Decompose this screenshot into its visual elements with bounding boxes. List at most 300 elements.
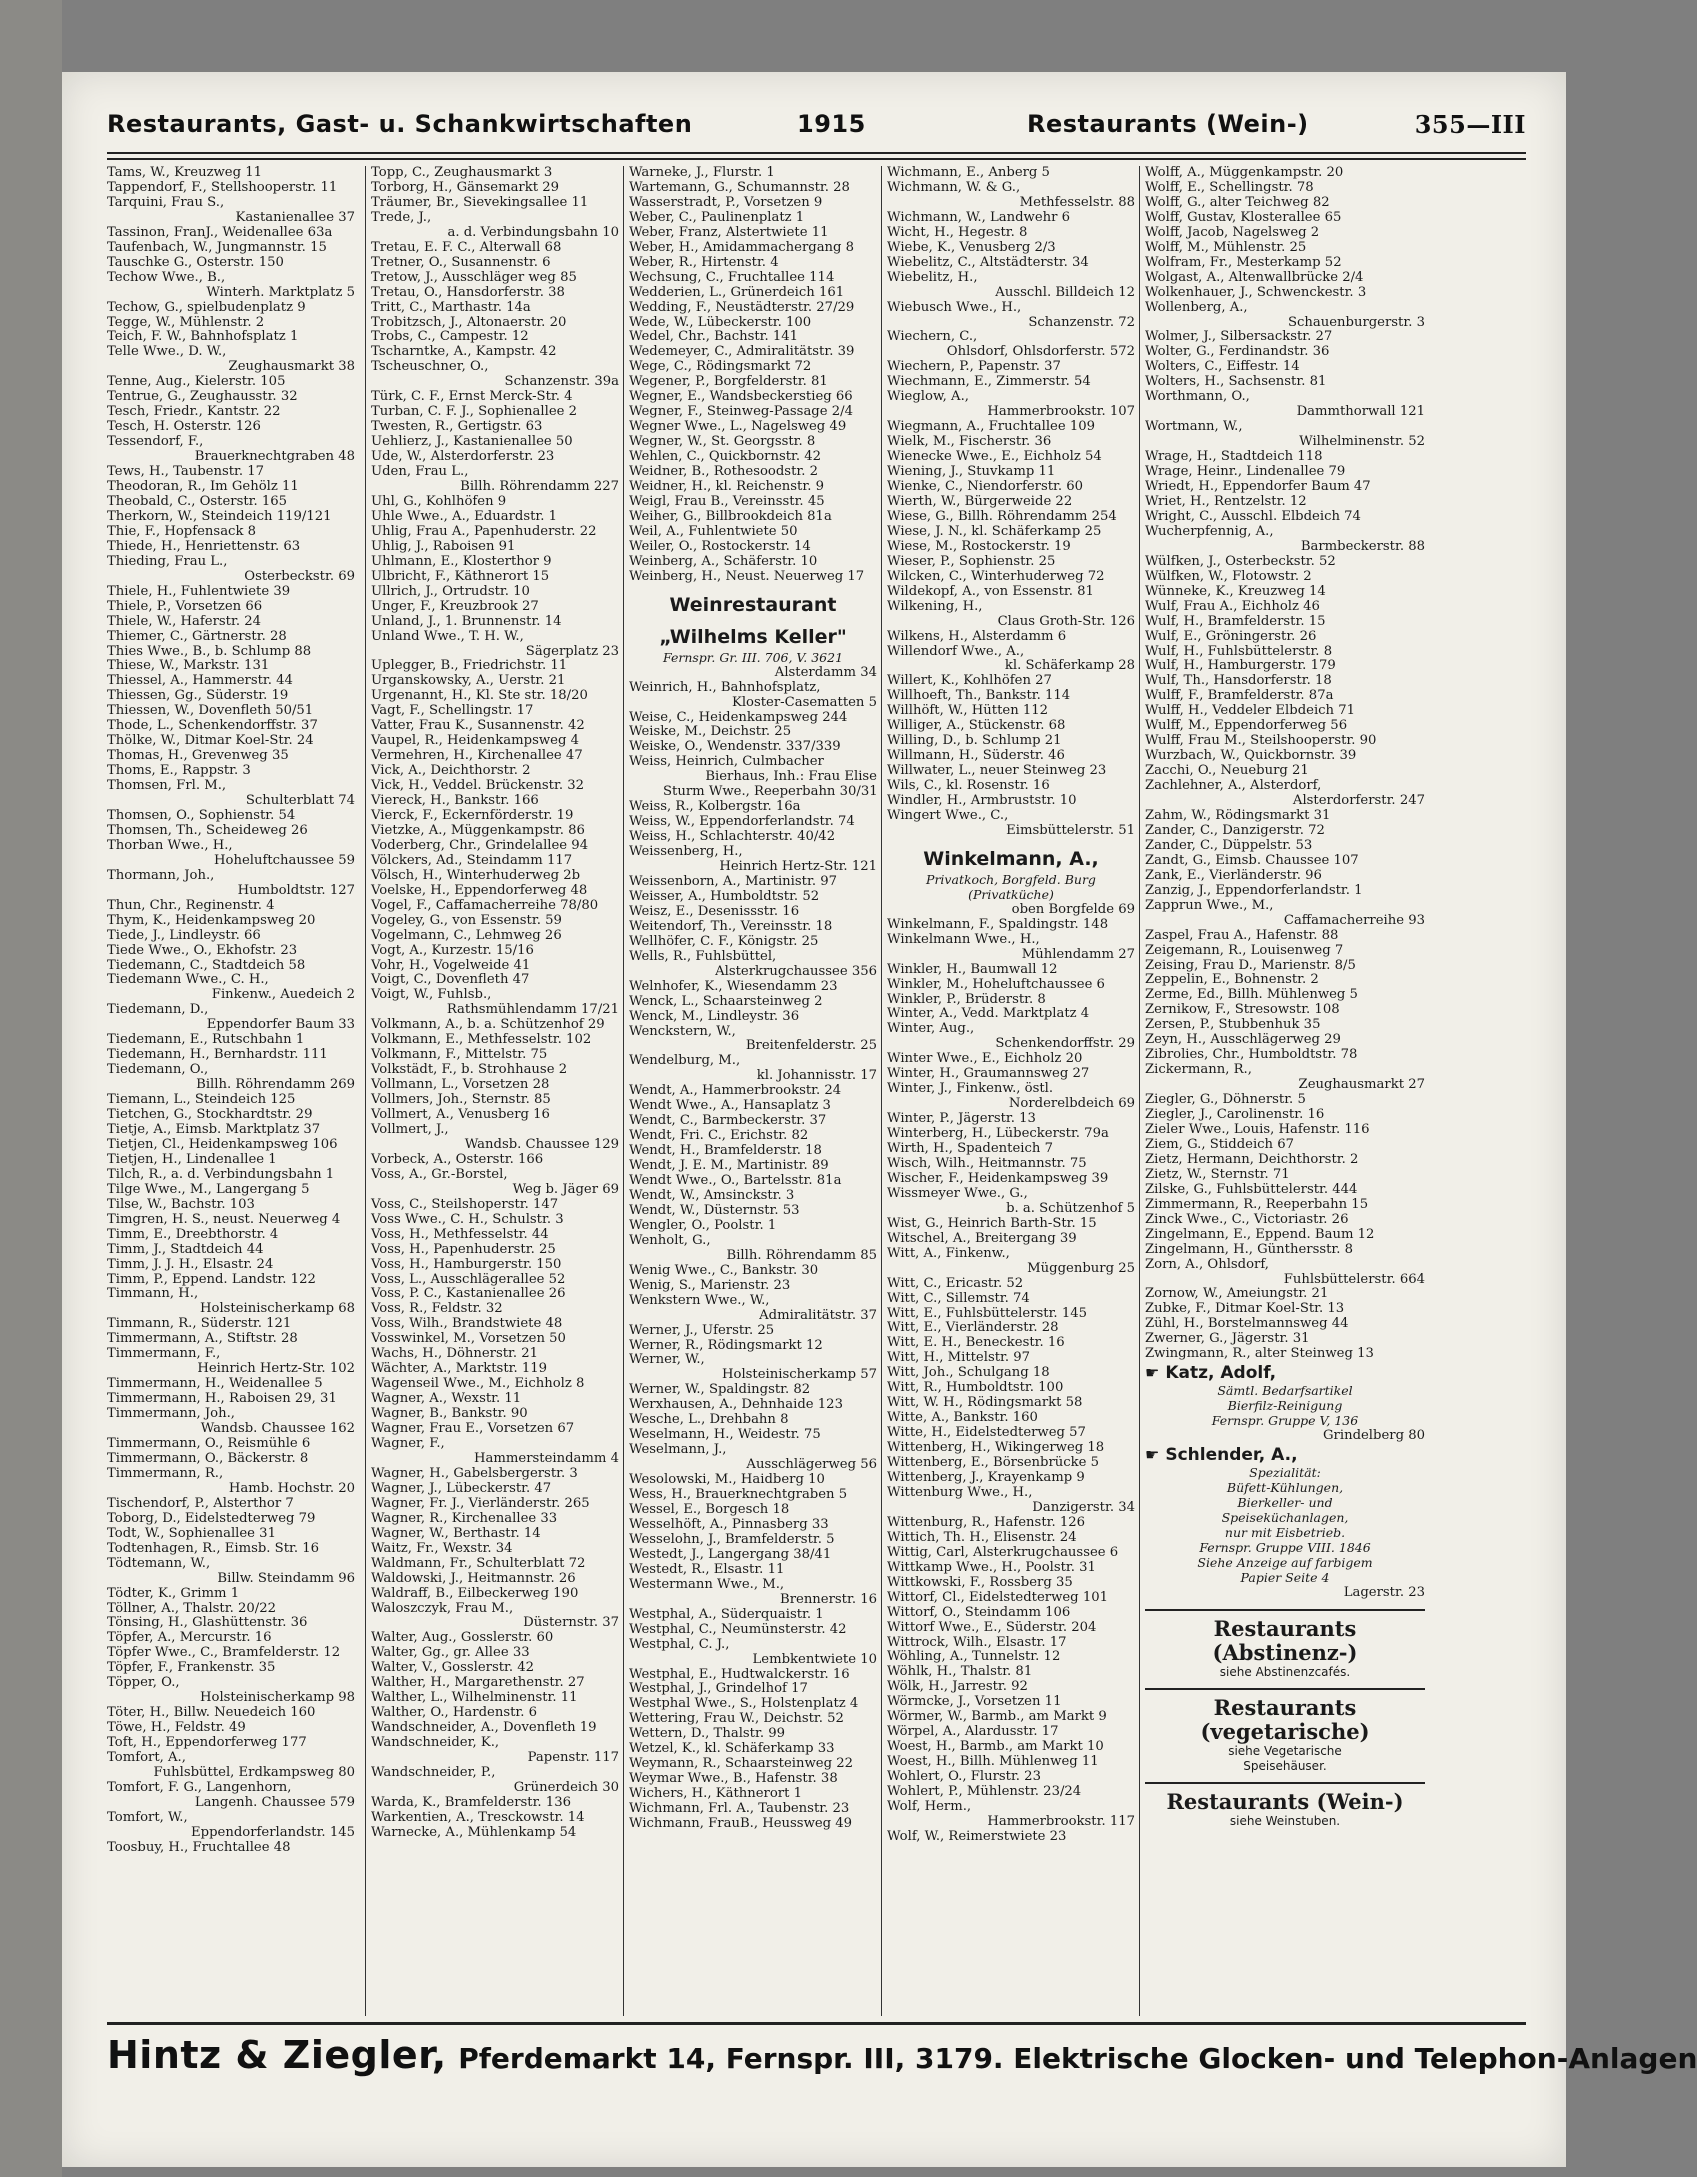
- listing-entry: Weise, C., Heidenkampsweg 244: [629, 709, 848, 725]
- listing-entry: Wittich, Th. H., Elisenstr. 24: [887, 1529, 1077, 1545]
- listing-entry: Wülfken, W., Flotowstr. 2: [1145, 568, 1312, 584]
- listing-entry: Trobitzsch, J., Altonaerstr. 20: [371, 314, 567, 330]
- entry-continuation: Hammersteindamm 4: [474, 1450, 619, 1466]
- page-gutter: [0, 0, 62, 2177]
- entry-continuation: Methfesselstr. 88: [1019, 194, 1135, 210]
- listing-entry: Tilge Wwe., M., Langergang 5: [107, 1181, 310, 1197]
- listing-entry: Witt, A., Finkenw.,: [887, 1245, 1010, 1261]
- listing-entry: Ziegler, J., Carolinenstr. 16: [1145, 1107, 1325, 1123]
- listing-entry: Tiede, J., Lindleystr. 66: [107, 927, 261, 943]
- listing-entry: Timmermann, R.,: [107, 1465, 224, 1481]
- listing-entry: Wülfken, J., Osterbeckstr. 52: [1145, 553, 1336, 569]
- entry-continuation: Wilhelminenstr. 52: [1299, 434, 1425, 450]
- listing-entry: Uhl, G., Kohlhöfen 9: [371, 493, 507, 509]
- listing-entry: Wettern, D., Thalstr. 99: [629, 1726, 785, 1742]
- listing-entry: Thie, F., Hopfensack 8: [107, 523, 257, 539]
- listing-entry: Tietchen, G., Stockhardtstr. 29: [107, 1107, 313, 1123]
- listing-entry: Unland Wwe., T. H. W.,: [371, 628, 524, 644]
- listing-entry: Wright, C., Ausschl. Elbdeich 74: [1145, 508, 1361, 524]
- listing-entry: Wieglow, A.,: [887, 389, 969, 405]
- entry-continuation: Fuhlsbüttelerstr. 664: [1283, 1271, 1425, 1287]
- listing-entry: Theobald, C., Osterstr. 165: [107, 493, 288, 509]
- listing-entry: Waldowski, J., Heitmannstr. 26: [371, 1570, 576, 1586]
- listing-entry: Wagner, F.,: [371, 1436, 445, 1452]
- listing-entry: Vagt, F., Schellingstr. 17: [371, 703, 534, 719]
- listing-entry: Westphal, E., Hudtwalckerstr. 16: [629, 1666, 850, 1682]
- listing-entry: Urgenannt, H., Kl. Ste str. 18/20: [371, 688, 588, 704]
- listing-entry: Vogt, A., Kurzestr. 15/16: [371, 942, 534, 958]
- entry-continuation: Papenstr. 117: [527, 1750, 619, 1766]
- entry-continuation: Eimsbüttelerstr. 51: [1006, 822, 1135, 838]
- listing-entry: Wedderien, L., Grünerdeich 161: [629, 284, 845, 300]
- listing-entry: Timgren, H. S., neust. Neuerweg 4: [107, 1211, 341, 1227]
- entry-continuation: Alsterkrugchaussee 356: [715, 963, 877, 979]
- listing-entry: Wesche, L., Drehbahn 8: [629, 1412, 789, 1428]
- listing-entry: Westedt, R., Elsastr. 11: [629, 1561, 785, 1577]
- listing-entry: Zinck Wwe., C., Victoriastr. 26: [1145, 1211, 1349, 1227]
- listing-entry: Tilch, R., a. d. Verbindungsbahn 1: [107, 1166, 335, 1182]
- listing-entry: Wendelburg, M.,: [629, 1053, 741, 1069]
- listing-entry: Weymann, R., Schaarsteinweg 22: [629, 1756, 854, 1772]
- entry-continuation: Sturm Wwe., Reeperbahn 30/31: [663, 784, 878, 800]
- listing-entry: Timm, E., Dreebthorstr. 4: [107, 1226, 279, 1242]
- listing-entry: Wienecke Wwe., E., Eichholz 54: [887, 449, 1102, 465]
- listing-entry: Wittenberg, H., Wikingerweg 18: [887, 1440, 1105, 1456]
- listing-entry: Techow, G., spielbudenplatz 9: [107, 299, 306, 315]
- entry-continuation: Sägerplatz 23: [525, 643, 619, 659]
- entry-continuation: Hamb. Hochstr. 20: [228, 1480, 355, 1496]
- listing-entry: Tomfort, A.,: [107, 1750, 186, 1766]
- listing-entry: Wulf, H., Hamburgerstr. 179: [1145, 658, 1336, 674]
- listing-entry: Thiese, W., Markstr. 131: [107, 658, 270, 674]
- listing-entry: Thiele, W., Haferstr. 24: [107, 613, 261, 629]
- header-rule-2: [107, 158, 1526, 160]
- listing-entry: Tiedemann, C., Stadtdeich 58: [107, 957, 306, 973]
- listing-entry: Voss, Wilh., Brandstwiete 48: [371, 1316, 563, 1332]
- listing-entry: Wengler, O., Poolstr. 1: [629, 1217, 777, 1233]
- listing-entry: Tiedemann Wwe., C. H.,: [107, 972, 269, 988]
- entry-continuation: Hoheluftchaussee 59: [214, 852, 355, 868]
- listing-entry: Williger, A., Stückenstr. 68: [887, 718, 1066, 734]
- entry-continuation: Billh. Röhrendamm 85: [726, 1247, 877, 1263]
- listing-entry: Tomfort, W.,: [107, 1809, 188, 1825]
- listing-entry: Thorban Wwe., H.,: [107, 837, 233, 853]
- listing-entry: Wolgast, A., Altenwallbrücke 2/4: [1145, 269, 1364, 285]
- listing-entry: Telle Wwe., D. W.,: [107, 344, 227, 360]
- listing-entry: Tönsing, H., Glashüttenstr. 36: [107, 1615, 308, 1631]
- entry-continuation: Lagerstr. 23: [1343, 1584, 1425, 1600]
- listing-entry: Unger, F., Kreuzbrook 27: [371, 598, 539, 614]
- listing-entry: Wittorf, O., Steindamm 106: [887, 1604, 1071, 1620]
- listing-entry: Zerme, Ed., Billh. Mühlenweg 5: [1145, 987, 1358, 1003]
- listing-entry: Uhle Wwe., A., Eduardstr. 1: [371, 508, 558, 524]
- listing-entry: Vollmers, Joh., Sternstr. 85: [371, 1092, 551, 1108]
- listing-entry: Wagner, W., Berthastr. 14: [371, 1525, 541, 1541]
- listing-entry: Vaupel, R., Heidenkampsweg 4: [371, 733, 579, 749]
- entry-continuation: Zeughausmarkt 27: [1298, 1077, 1425, 1093]
- footer-company-name: Hintz & Ziegler,: [107, 2033, 447, 2077]
- entry-continuation: Fuhlsbüttel, Erdkampsweg 80: [153, 1764, 355, 1780]
- entry-continuation: Grindelberg 80: [1323, 1428, 1425, 1444]
- listing-entry: Voss, R., Feldstr. 32: [371, 1301, 503, 1317]
- entry-continuation: Zeughausmarkt 38: [228, 359, 355, 375]
- listing-entry: Walter, V., Gosslerstr. 42: [371, 1660, 535, 1676]
- listing-entry: Warnecke, A., Mühlenkamp 54: [371, 1824, 577, 1840]
- cross-reference-note: Speisehäuser.: [1243, 1758, 1327, 1773]
- listing-entry: Töpfer Wwe., C., Bramfelderstr. 12: [107, 1645, 341, 1661]
- listing-entry: Thiessel, A., Hammerstr. 44: [107, 673, 293, 689]
- listing-entry: Topp, C., Zeughausmarkt 3: [371, 165, 553, 180]
- listing-entry: Walther, H., Margarethenstr. 27: [371, 1675, 585, 1691]
- listing-entry: Westphal, A., Süderquaistr. 1: [629, 1606, 824, 1622]
- listing-entry: Witt, Joh., Schulgang 18: [887, 1365, 1050, 1381]
- listing-entry: Ullrich, J., Ortrudstr. 10: [371, 583, 530, 599]
- listing-entry: Tretau, E. F. C., Alterwall 68: [371, 239, 562, 255]
- listing-entry: Willwater, L., neuer Steinweg 23: [887, 763, 1107, 779]
- listing-entry: Zwingmann, R., alter Steinweg 13: [1145, 1346, 1374, 1362]
- listing-entry: Wohlert, O., Flurstr. 23: [887, 1769, 1041, 1785]
- listing-entry: Thiele, P., Vorsetzen 66: [107, 598, 263, 614]
- listing-entry: Tomfort, F. G., Langenhorn,: [107, 1779, 292, 1795]
- listing-entry: Zeppelin, E., Bohnenstr. 2: [1145, 972, 1319, 988]
- listing-entry: Wolff, E., Schellingstr. 78: [1145, 179, 1314, 195]
- listing-entry: Wörpel, A., Alardusstr. 17: [887, 1724, 1059, 1740]
- listing-entry: Tischendorf, P., Alsterthor 7: [107, 1495, 294, 1511]
- entry-continuation: Hammerbrookstr. 117: [987, 1813, 1135, 1829]
- entry-continuation: Lembkentwiete 10: [752, 1651, 877, 1667]
- listing-entry: Theodoran, R., Im Gehölz 11: [107, 479, 299, 495]
- listing-entry: Witt, E., Vierländerstr. 28: [887, 1320, 1059, 1336]
- listing-entry: Weinrich, H., Bahnhofsplatz,: [629, 679, 821, 695]
- listing-entry: Wichers, H., Käthnerort 1: [629, 1786, 802, 1802]
- listing-entry: Wagner, B., Bankstr. 90: [371, 1406, 528, 1422]
- listing-entry: Winter Wwe., E., Eichholz 20: [887, 1051, 1083, 1067]
- listing-entry: Todtenhagen, R., Eimsb. Str. 16: [107, 1540, 320, 1556]
- listing-entry: Wittenburg Wwe., H.,: [887, 1484, 1033, 1500]
- listing-entry: Wörmer, W., Barmb., am Markt 9: [887, 1709, 1107, 1725]
- entry-continuation: Winterh. Marktplatz 5: [206, 284, 355, 300]
- listing-entry: Zanzig, J., Eppendorferlandstr. 1: [1145, 882, 1363, 898]
- listing-entry: Winterberg, H., Lübeckerstr. 79a: [887, 1126, 1109, 1142]
- listing-entry: Wohlert, P., Mühlenstr. 23/24: [887, 1784, 1082, 1800]
- listing-entry: Westphal, C., Neumünsterstr. 42: [629, 1621, 847, 1637]
- listing-column-5: [1145, 166, 1425, 2016]
- listing-entry: Ziem, G., Stiddeich 67: [1145, 1136, 1295, 1152]
- listing-entry: Thiessen, W., Dovenfleth 50/51: [107, 703, 314, 719]
- listing-entry: Waitz, Fr., Wexstr. 34: [371, 1540, 513, 1556]
- listing-entry: Thomsen, Frl. M.,: [107, 778, 227, 794]
- listing-entry: Wolff, G., alter Teichweg 82: [1145, 194, 1330, 210]
- listing-entry: Wendt, Fri. C., Erichstr. 82: [629, 1128, 809, 1144]
- listing-entry: Voss Wwe., C. H., Schulstr. 3: [371, 1211, 564, 1227]
- listing-entry: Uhlig, Frau A., Papenhuderstr. 22: [371, 523, 597, 539]
- pointing-hand-icon: ☛: [1145, 1363, 1160, 1383]
- listing-entry: Wiebelitz, C., Altstädterstr. 34: [887, 254, 1089, 270]
- listing-entry: Thiessen, Gg., Süderstr. 19: [107, 688, 289, 704]
- entry-continuation: Humboldtstr. 127: [237, 882, 355, 898]
- listing-entry: Weil, A., Fuhlentwiete 50: [629, 523, 798, 539]
- listing-subtext: Sämtl. Bedarfsartikel: [1217, 1383, 1353, 1399]
- listing-entry: Wendt, A., Hammerbrookstr. 24: [629, 1083, 842, 1099]
- listing-entry: Weselmann, H., Weidestr. 75: [629, 1427, 821, 1443]
- entry-continuation: Kastanienallee 37: [235, 209, 355, 225]
- listing-entry: Wandschneider, P.,: [371, 1764, 496, 1780]
- listing-entry: Winter, J., Finkenw., östl.: [887, 1081, 1054, 1097]
- listing-entry: Wellhöfer, C. F., Königstr. 25: [629, 933, 819, 949]
- listing-entry: Uden, Frau L.,: [371, 464, 469, 480]
- listing-entry: Tesch, Friedr., Kantstr. 22: [107, 404, 281, 420]
- listing-subtext: Privatkoch, Borgfeld. Burg: [926, 871, 1096, 887]
- listing-entry: Wildekopf, A., von Essenstr. 81: [887, 583, 1094, 599]
- listing-entry: Zapprun Wwe., M.,: [1145, 897, 1274, 913]
- entry-continuation: Alsterdorferstr. 247: [1292, 793, 1425, 809]
- listing-entry: Toborg, D., Eidelstedterweg 79: [107, 1510, 316, 1526]
- listing-entry: Toosbuy, H., Fruchtallee 48: [107, 1839, 291, 1855]
- listing-entry: Wriet, H., Rentzelstr. 12: [1145, 493, 1307, 509]
- listing-entry: Wulf, Frau A., Eichholz 46: [1145, 598, 1320, 614]
- listing-entry: Weiher, G., Billbrookdeich 81a: [629, 508, 832, 524]
- listing-entry: Zietz, W., Sternstr. 71: [1145, 1166, 1290, 1182]
- entry-continuation: Eppendorfer Baum 33: [206, 1017, 355, 1033]
- listing-entry: Wenig, S., Marienstr. 23: [629, 1277, 791, 1293]
- listing-entry: Uehlierz, J., Kastanienallee 50: [371, 434, 573, 450]
- listing-entry: Wichmann, Frl. A., Taubenstr. 23: [629, 1801, 850, 1817]
- listing-entry: Torborg, H., Gänsemarkt 29: [371, 179, 559, 195]
- listing-entry: Wünneke, K., Kreuzweg 14: [1145, 583, 1326, 599]
- listing-entry: Welnhofer, K., Wiesendamm 23: [629, 978, 838, 994]
- listing-entry: Wegener, P., Borgfelderstr. 81: [629, 374, 828, 390]
- listing-entry: Vogeley, G., von Essenstr. 59: [371, 912, 562, 928]
- listing-entry: Weissenberg, H.,: [629, 844, 743, 860]
- listing-entry: Weiske, M., Deichstr. 25: [629, 724, 792, 740]
- listing-entry: Thiele, H., Fuhlentwiete 39: [107, 583, 291, 599]
- cross-reference-title: Restaurants: [1145, 1609, 1425, 1641]
- listing-entry: Wriedt, H., Eppendorfer Baum 47: [1145, 479, 1371, 495]
- listing-entry: Tretow, J., Ausschläger weg 85: [371, 269, 577, 285]
- listing-entry: Ziegler, G., Döhnerstr. 5: [1145, 1092, 1306, 1108]
- listing-column-1: [107, 166, 355, 2016]
- listing-entry: Zeising, Frau D., Marienstr. 8/5: [1145, 957, 1356, 973]
- advertiser-name: ☛ Katz, Adolf,: [1145, 1363, 1277, 1384]
- listing-entry: Voss, A., Gr.-Borstel,: [371, 1166, 508, 1182]
- listing-entry: Vatter, Frau K., Susannenstr. 42: [371, 718, 585, 734]
- listing-entry: Vollmann, L., Vorsetzen 28: [371, 1077, 550, 1093]
- cross-reference-title: (Abstinenz-): [1212, 1639, 1358, 1665]
- entry-continuation: Rathsmühlendamm 17/21: [446, 1002, 619, 1018]
- listing-entry: Wegner, W., St. Georgsstr. 8: [629, 434, 816, 450]
- listing-entry: Timm, J., Stadtdeich 44: [107, 1241, 264, 1257]
- listing-entry: Wesselohn, J., Bramfelderstr. 5: [629, 1531, 835, 1547]
- listing-entry: Wolkenhauer, J., Schwenckestr. 3: [1145, 284, 1367, 300]
- listing-entry: Wiebelitz, H.,: [887, 269, 978, 285]
- listing-entry: Wittenberg, J., Krayenkamp 9: [887, 1470, 1085, 1486]
- header-left: Restaurants, Gast- u. Schankwirtschaften: [107, 110, 693, 138]
- listing-entry: Wiechern, C.,: [887, 329, 978, 345]
- listing-entry: Tretau, O., Hansdorferstr. 38: [371, 284, 565, 300]
- listing-entry: Tiemann, L., Steindeich 125: [107, 1092, 296, 1108]
- listing-entry: Wichmann, W. & G.,: [887, 179, 1021, 195]
- listing-entry: Tiede Wwe., O., Ekhofstr. 23: [107, 942, 298, 958]
- listing-entry: Wenkstern Wwe., W.,: [629, 1292, 770, 1308]
- listing-subtext: Papier Seite 4: [1240, 1569, 1330, 1585]
- entry-continuation: Schulterblatt 74: [245, 793, 355, 809]
- listing-entry: Wulf, E., Gröningerstr. 26: [1145, 628, 1317, 644]
- cross-reference-note: siehe Abstinenzcafés.: [1219, 1664, 1351, 1679]
- listing-entry: Zilske, G., Fuhlsbüttelerstr. 444: [1145, 1181, 1358, 1197]
- listing-entry: Wulff, Frau M., Steilshooperstr. 90: [1145, 733, 1377, 749]
- listing-entry: Weiss, Heinrich, Culmbacher: [629, 754, 824, 770]
- listing-entry: Wiebe, K., Venusberg 2/3: [887, 239, 1056, 255]
- listing-entry: Witt, E. H., Beneckestr. 16: [887, 1335, 1065, 1351]
- listing-entry: Thym, K., Heidenkampsweg 20: [107, 912, 316, 928]
- listing-entry: Waloszczyk, Frau M.,: [371, 1600, 514, 1616]
- listing-entry: Thölke, W., Ditmar Koel-Str. 24: [107, 733, 314, 749]
- listing-entry: Tegge, W., Mühlenstr. 2: [107, 314, 265, 330]
- listing-heading: Weinrestaurant: [669, 593, 837, 616]
- listing-entry: Zubke, F., Ditmar Koel-Str. 13: [1145, 1301, 1345, 1317]
- listing-entry: Wedding, F., Neustädterstr. 27/29: [629, 299, 855, 315]
- listing-entry: Tscheuschner, O.,: [371, 359, 489, 375]
- listing-entry: Westphal Wwe., S., Holstenplatz 4: [629, 1696, 859, 1712]
- listing-entry: Thiede, H., Henriettenstr. 63: [107, 538, 301, 554]
- listing-entry: Wiebusch Wwe., H.,: [887, 299, 1022, 315]
- entry-continuation: oben Borgfelde 69: [1011, 901, 1135, 917]
- listing-entry: Zander, C., Danzigerstr. 72: [1145, 822, 1325, 838]
- listing-entry: Tiedemann, D.,: [107, 1002, 209, 1018]
- listing-entry: Vietzke, A., Müggenkampstr. 86: [371, 822, 585, 838]
- listing-subtext: Spezialität:: [1249, 1465, 1321, 1481]
- entry-continuation: Finkenw., Auedeich 2: [211, 987, 355, 1003]
- listing-subtext: Büfett-Kühlungen,: [1226, 1480, 1344, 1496]
- listing-entry: Wendt, W., Amsinckstr. 3: [629, 1188, 795, 1203]
- header-rule: [107, 152, 1526, 154]
- entry-continuation: a. d. Verbindungsbahn 10: [447, 224, 619, 240]
- listing-entry: Twesten, R., Gertigstr. 63: [371, 419, 543, 435]
- listing-entry: Wandschneider, K.,: [371, 1735, 500, 1751]
- listing-entry: Wrage, H., Stadtdeich 118: [1145, 449, 1323, 465]
- listing-subtext: Fernspr. Gruppe V, 136: [1211, 1413, 1359, 1429]
- listing-entry: Wiegmann, A., Fruchtallee 109: [887, 419, 1096, 435]
- listing-entry: Taufenbach, W., Jungmannstr. 15: [107, 239, 327, 255]
- listing-entry: Tietje, A., Eimsb. Marktplatz 37: [107, 1122, 321, 1137]
- listing-entry: Tams, W., Kreuzweg 11: [107, 165, 263, 180]
- listing-entry: Zornow, W., Ameiungstr. 21: [1145, 1286, 1329, 1302]
- entry-continuation: Caffamacherreihe 93: [1283, 912, 1425, 928]
- listing-entry: Weiss, R., Kolbergstr. 16a: [629, 799, 801, 815]
- listing-entry: Wurzbach, W., Quickbornstr. 39: [1145, 748, 1357, 764]
- entry-continuation: Wandsb. Chaussee 129: [464, 1136, 619, 1152]
- listing-entry: Töpfer, F., Frankenstr. 35: [107, 1660, 276, 1676]
- listing-entry: Wittorf, Cl., Eidelstedterweg 101: [887, 1589, 1108, 1605]
- listing-entry: Witt, C., Ericastr. 52: [887, 1275, 1024, 1291]
- listing-entry: Zieler Wwe., Louis, Hafenstr. 116: [1145, 1122, 1370, 1137]
- listing-entry: Walter, Gg., gr. Allee 33: [371, 1645, 530, 1661]
- listing-subtext: Bierkeller- und: [1237, 1494, 1333, 1510]
- listing-entry: Wolff, A., Müggenkampstr. 20: [1145, 165, 1344, 180]
- entry-continuation: Schanzenstr. 39a: [504, 374, 619, 390]
- listing-entry: Timmermann, H., Weidenallee 5: [107, 1376, 323, 1392]
- entry-continuation: Schenkendorffstr. 29: [995, 1036, 1135, 1052]
- listing-entry: Tietjen, Cl., Heidenkampsweg 106: [107, 1136, 338, 1152]
- listing-entry: Weissenborn, A., Martinistr. 97: [629, 873, 837, 889]
- listing-entry: Tretner, O., Susannenstr. 6: [371, 254, 551, 270]
- listing-entry: Wasserstradt, P., Vorsetzen 9: [629, 194, 823, 210]
- listing-entry: Voigt, C., Dovenfleth 47: [371, 972, 530, 988]
- listing-entry: Wede, W., Lübeckerstr. 100: [629, 314, 812, 330]
- listing-entry: Wischer, F., Heidenkampsweg 39: [887, 1170, 1109, 1186]
- listing-entry: Wendt, W., Düsternstr. 53: [629, 1202, 800, 1218]
- column-divider: [881, 166, 882, 2016]
- entry-continuation: Bierhaus, Inh.: Frau Elise: [705, 769, 877, 785]
- listing-entry: Westermann Wwe., M.,: [629, 1576, 785, 1592]
- listing-entry: Wittenberg, E., Börsenbrücke 5: [887, 1455, 1100, 1471]
- listing-entry: Werxhausen, A., Dehnhaide 123: [629, 1397, 843, 1413]
- entry-continuation: Breitenfelderstr. 25: [745, 1038, 877, 1054]
- listing-entry: Tarquini, Frau S.,: [107, 194, 225, 210]
- listing-entry: Vollmert, A., Venusberg 16: [371, 1107, 550, 1123]
- listing-entry: Witte, H., Eidelstedterweg 57: [887, 1425, 1086, 1441]
- listing-entry: Weselmann, J.,: [629, 1442, 727, 1458]
- listing-entry: Wittrock, Wilh., Elsastr. 17: [887, 1634, 1067, 1650]
- listing-entry: Tenne, Aug., Kielerstr. 105: [107, 374, 286, 390]
- listing-entry: Winkelmann Wwe., H.,: [887, 931, 1040, 947]
- listing-entry: Wolfram, Fr., Mesterkamp 52: [1145, 254, 1342, 270]
- listing-entry: Zingelmann, E., Eppend. Baum 12: [1145, 1226, 1375, 1242]
- listing-entry: Witte, A., Bankstr. 160: [887, 1410, 1038, 1426]
- listing-entry: Warkentien, A., Tresckowstr. 14: [371, 1809, 585, 1825]
- listing-entry: Wolter, G., Ferdinandstr. 36: [1145, 344, 1330, 360]
- entry-continuation: Claus Groth-Str. 126: [997, 613, 1135, 629]
- column-divider: [623, 166, 624, 2016]
- listing-entry: Willhöft, W., Hütten 112: [887, 703, 1049, 719]
- listing-entry: Völsch, H., Winterhuderweg 2b: [371, 867, 581, 883]
- listing-entry: Weinberg, H., Neust. Neuerweg 17: [629, 568, 865, 584]
- entry-continuation: Kloster-Casematten 5: [731, 694, 877, 710]
- listing-entry: Wolters, C., Eiffestr. 14: [1145, 359, 1300, 375]
- listing-entry: Walter, Aug., Gosslerstr. 60: [371, 1630, 554, 1646]
- listing-entry: Wolters, H., Sachsenstr. 81: [1145, 374, 1327, 390]
- listing-entry: Wieser, P., Sophienstr. 25: [887, 553, 1056, 569]
- listing-entry: Weisser, A., Humboldtstr. 52: [629, 888, 820, 904]
- listing-entry: Toft, H., Eppendorferweg 177: [107, 1735, 307, 1751]
- listing-entry: Zimmermann, R., Reeperbahn 15: [1145, 1196, 1369, 1212]
- listing-entry: Vollmert, J.,: [371, 1122, 449, 1137]
- listing-entry: Vogel, F., Caffamacherreihe 78/80: [371, 897, 599, 913]
- listing-entry: Worthmann, O.,: [1145, 389, 1250, 405]
- listing-entry: Wächter, A., Marktstr. 119: [371, 1361, 548, 1377]
- entry-continuation: kl. Johannisstr. 17: [756, 1068, 877, 1084]
- column-divider: [1139, 166, 1140, 2016]
- listing-entry: Timmermann, H., Raboisen 29, 31: [107, 1391, 337, 1407]
- listing-entry: Wells, R., Fuhlsbüttel,: [629, 948, 777, 964]
- entry-continuation: Düsternstr. 37: [523, 1615, 619, 1631]
- entry-continuation: Alsterdamm 34: [774, 664, 877, 680]
- listing-entry: Wiechmann, E., Zimmerstr. 54: [887, 374, 1091, 390]
- directory-page: [62, 72, 1697, 2167]
- listing-entry: Wartemann, G., Schumannstr. 28: [629, 179, 850, 195]
- listing-entry: Wichmann, E., Anberg 5: [887, 165, 1050, 180]
- listing-entry: Willhoeft, Th., Bankstr. 114: [887, 688, 1071, 704]
- listing-entry: Thomas, H., Grevenweg 35: [107, 748, 289, 764]
- listing-heading: „Wilhelms Keller": [659, 625, 847, 648]
- listing-entry: Winkler, M., Hoheluftchaussee 6: [887, 976, 1105, 992]
- entry-continuation: Billw. Steindamm 96: [217, 1570, 355, 1586]
- listing-entry: Witt, E., Fuhlsbüttelerstr. 145: [887, 1305, 1087, 1321]
- listing-entry: Wetzel, K., kl. Schäferkamp 33: [629, 1741, 835, 1757]
- listing-column-3: [629, 166, 877, 2016]
- listing-entry: Weigl, Frau B., Vereinsstr. 45: [629, 493, 825, 509]
- listing-subtext: Fernspr. Gr. III. 706, V. 3621: [662, 649, 844, 665]
